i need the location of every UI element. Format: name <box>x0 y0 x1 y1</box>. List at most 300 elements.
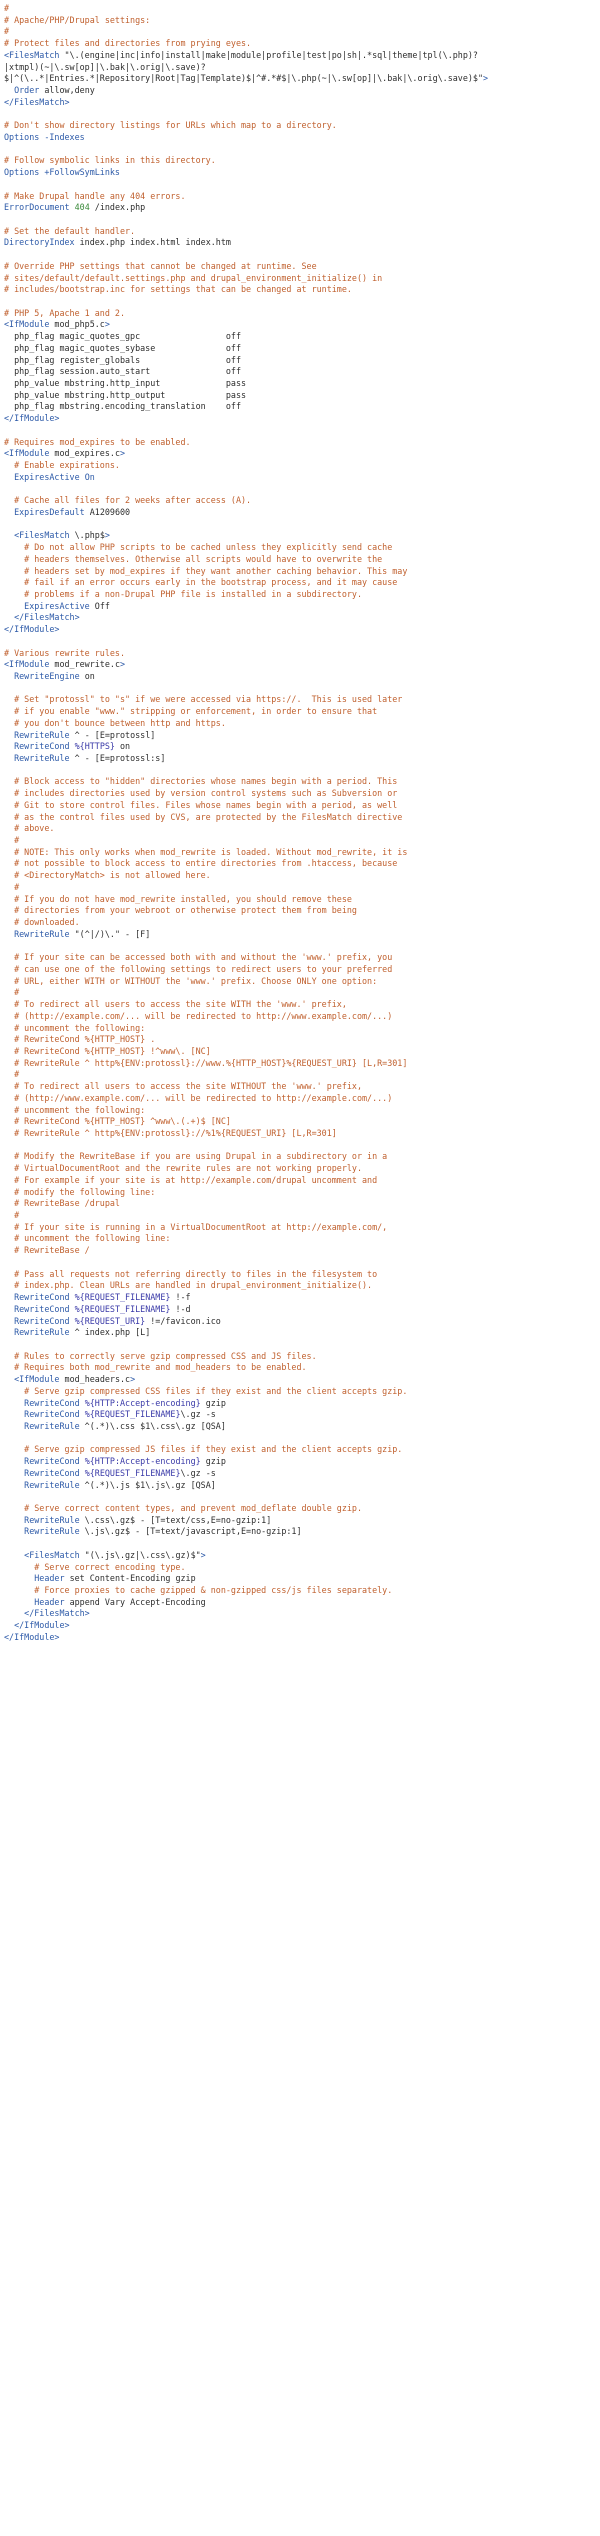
code-text: mod_expires.c <box>49 448 120 459</box>
comment-text: # Requires mod_expires to be enabled. <box>4 436 191 447</box>
comment-text: # headers set by mod_expires if they want another caching behavior. This may <box>4 565 408 576</box>
code-line <box>4 132 596 144</box>
code-line <box>4 97 596 109</box>
directive-keyword: ExpiresDefault <box>14 506 85 517</box>
directive-keyword: Header <box>34 1596 65 1607</box>
code-line <box>4 226 596 238</box>
code-text <box>4 1398 24 1408</box>
comment-text: # Cache all files for 2 weeks after access (A). <box>4 495 252 506</box>
code-line <box>4 624 596 636</box>
directive-keyword: ErrorDocument <box>4 202 70 213</box>
code-line <box>4 1245 596 1257</box>
comment-text: # headers themselves. Otherwise all scripts would have to overwrite the <box>4 553 383 564</box>
code-line <box>4 952 596 964</box>
comment-text: # Set "protossl" to "s" if we were accessed via https://. This is used later <box>4 694 403 705</box>
code-line <box>4 202 596 214</box>
directive-keyword: RewriteRule <box>14 729 70 740</box>
directive-keyword: RewriteRule <box>24 1526 80 1537</box>
code-line <box>4 1327 596 1339</box>
code-text: php_flag magic_quotes_gpc off <box>4 331 241 342</box>
directive-keyword: </FilesMatch> <box>14 612 80 623</box>
comment-text: # uncomment the following line: <box>4 1233 171 1244</box>
directive-keyword: > <box>104 530 110 541</box>
comment-text: # Serve correct content types, and prevent mod_deflate double gzip. <box>4 1503 362 1513</box>
comment-text: # can use one of the following settings to redirect users to your preferred <box>4 963 393 974</box>
code-line <box>4 683 596 695</box>
code-text <box>4 1374 14 1384</box>
comment-text: # Requires both mod_rewrite and mod_headers to be enabled. <box>4 1362 307 1373</box>
code-text: ^ index.php [L] <box>69 1327 151 1338</box>
comment-text: # RewriteCond %{HTTP_HOST} ^www\.(.+)$ [NC] <box>4 1116 231 1127</box>
code-line <box>4 1257 596 1269</box>
code-line <box>4 1163 596 1175</box>
code-text <box>4 1515 24 1525</box>
code-text: ^ - [E=protossl] <box>69 729 156 740</box>
code-line <box>4 191 596 203</box>
comment-text: # NOTE: This only works when mod_rewrite is loaded. Without mod_rewrite, it is <box>4 846 408 857</box>
code-line <box>4 671 596 683</box>
directive-keyword: <IfModule <box>14 1374 60 1385</box>
directive-keyword: > <box>119 659 126 670</box>
code-line <box>4 1304 596 1316</box>
variable-name: %{REQUEST_URI} <box>74 1315 146 1326</box>
directive-keyword: RewriteCond <box>24 1467 80 1478</box>
directive-keyword: RewriteRule <box>24 1420 80 1431</box>
code-line <box>4 1093 596 1105</box>
code-line <box>4 167 596 179</box>
code-text: gzip <box>200 1456 226 1467</box>
directive-keyword: <IfModule <box>4 448 50 459</box>
directive-keyword: </FilesMatch> <box>24 1608 90 1619</box>
code-line <box>4 1116 596 1128</box>
directive-keyword: ExpiresActive <box>14 471 80 482</box>
comment-text: # Do not allow PHP scripts to be cached unless they explicitly send cache <box>4 542 393 553</box>
code-line <box>4 1562 596 1574</box>
comment-text: # Pass all requests not referring directly to files in the filesystem to <box>4 1268 378 1279</box>
code-line <box>4 776 596 788</box>
directive-keyword: DirectoryIndex <box>4 237 75 248</box>
code-line <box>4 1409 596 1421</box>
code-text <box>4 1327 14 1337</box>
comment-text: # Apache/PHP/Drupal settings: <box>4 14 151 25</box>
directive-keyword: RewriteCond <box>24 1456 80 1467</box>
comment-text: # (http://example.com/... will be redirected to http://www.example.com/...) <box>4 1010 393 1021</box>
code-line <box>4 144 596 156</box>
comment-text: # uncomment the following: <box>4 1022 146 1033</box>
code-line <box>4 62 596 74</box>
comment-text: # RewriteRule ^ http%{ENV:protossl}://%1%{REQUEST_URI} [L,R=301] <box>4 1128 337 1138</box>
code-line <box>4 284 596 296</box>
code-line <box>4 823 596 835</box>
directive-keyword: </FilesMatch> <box>4 96 70 107</box>
directive-keyword: </IfModule> <box>14 1620 70 1631</box>
code-text: ^ - [E=protossl:s] <box>69 753 166 763</box>
code-line <box>4 1187 596 1199</box>
code-text: mod_php5.c <box>49 319 105 330</box>
code-line <box>4 425 596 437</box>
code-line <box>4 472 596 484</box>
code-line <box>4 870 596 882</box>
comment-text: # Various rewrite rules. <box>4 647 126 658</box>
code-text <box>4 530 14 540</box>
directive-keyword: RewriteEngine <box>14 670 80 681</box>
code-line <box>4 355 596 367</box>
code-line <box>4 3 596 15</box>
code-line <box>4 1339 596 1351</box>
code-text: index.php index.html index.htm <box>74 237 231 248</box>
comment-text: # RewriteCond %{HTTP_HOST} . <box>4 1034 156 1045</box>
code-text: A1209600 <box>84 506 131 517</box>
comment-text: # <box>4 881 20 892</box>
code-line <box>4 1046 596 1058</box>
code-line <box>4 1034 596 1046</box>
comment-text: # not possible to block access to entire directories from .htaccess, because <box>4 858 398 869</box>
code-line <box>4 15 596 27</box>
code-text <box>4 1456 24 1466</box>
code-text: !-f <box>170 1292 191 1303</box>
code-line <box>4 1151 596 1163</box>
directive-keyword: RewriteCond <box>24 1397 80 1408</box>
code-line <box>4 566 596 578</box>
code-line <box>4 1210 596 1222</box>
code-line <box>4 1597 596 1609</box>
code-text: allow,deny <box>39 85 95 96</box>
comment-text: # If your site can be accessed both with and without the 'www.' prefix, you <box>4 952 393 963</box>
code-line <box>4 1573 596 1585</box>
code-line <box>4 73 596 85</box>
code-line <box>4 847 596 859</box>
code-line <box>4 519 596 531</box>
code-line <box>4 413 596 425</box>
code-line <box>4 612 596 624</box>
code-line <box>4 38 596 50</box>
code-text: on <box>79 670 95 681</box>
code-line <box>4 460 596 472</box>
code-line <box>4 917 596 929</box>
comment-text: # Make Drupal handle any 404 errors. <box>4 190 186 201</box>
code-text <box>4 1316 14 1326</box>
number-value: 404 <box>74 202 90 213</box>
code-line <box>4 1233 596 1245</box>
code-text <box>4 601 24 611</box>
directive-keyword: </IfModule> <box>4 413 60 424</box>
directive-keyword: </IfModule> <box>4 1631 60 1642</box>
code-line <box>4 1316 596 1328</box>
code-text: php_flag magic_quotes_sybase off <box>4 342 241 353</box>
code-line <box>4 1620 596 1632</box>
code-text <box>4 1608 24 1618</box>
code-text: |xtmpl)(~|\.sw[op]|\.bak|\.orig|\.save)? <box>4 61 206 72</box>
code-line <box>4 1362 596 1374</box>
directive-keyword: RewriteCond <box>14 741 70 752</box>
code-line <box>4 1351 596 1363</box>
code-text: \.gz -s <box>180 1467 216 1478</box>
code-text: php_flag session.auto_start off <box>4 366 241 377</box>
comment-text: # Block access to "hidden" directories whose names begin with a period. This <box>4 776 398 787</box>
code-line <box>4 1386 596 1398</box>
code-line <box>4 554 596 566</box>
code-line <box>4 941 596 953</box>
comment-text: # <box>4 1210 20 1221</box>
code-line <box>4 261 596 273</box>
code-text <box>4 472 14 482</box>
code-line <box>4 120 596 132</box>
code-text: !-d <box>170 1303 191 1314</box>
code-text: $|^(\..*|Entries.*|Repository|Root|Tag|Template)$|^#.*#$|\.php(~|\.sw[op]|\.bak|\.orig\.save)$" <box>4 73 484 84</box>
code-text: gzip <box>200 1397 226 1408</box>
code-text <box>4 1526 24 1536</box>
code-text <box>4 730 14 740</box>
code-text <box>4 1597 34 1607</box>
code-line <box>4 1269 596 1281</box>
code-line <box>4 706 596 718</box>
code-text <box>4 507 14 517</box>
comment-text: # Rules to correctly serve gzip compressed CSS and JS files. <box>4 1350 317 1361</box>
code-line <box>4 273 596 285</box>
directive-keyword: RewriteRule <box>24 1514 80 1525</box>
directive-value: +FollowSymLinks <box>44 167 120 178</box>
code-line <box>4 1198 596 1210</box>
code-line <box>4 636 596 648</box>
comment-text: # includes directories used by version control systems such as Subversion or <box>4 788 398 799</box>
code-line <box>4 507 596 519</box>
code-text: mod_headers.c <box>59 1374 131 1385</box>
directive-value: -Indexes <box>44 131 85 142</box>
code-text: \.gz -s <box>180 1409 216 1420</box>
code-line <box>4 1515 596 1527</box>
directive-keyword: Options <box>4 167 40 178</box>
comment-text: # problems if a non-Drupal PHP file is installed in a subdirectory. <box>4 588 362 599</box>
code-line <box>4 987 596 999</box>
code-line <box>4 390 596 402</box>
code-line <box>4 1503 596 1515</box>
code-text: ^(.*)\.js $1\.js\.gz [QSA] <box>79 1479 216 1490</box>
code-line <box>4 741 596 753</box>
code-text <box>4 1573 34 1583</box>
code-line <box>4 1280 596 1292</box>
code-line <box>4 1491 596 1503</box>
directive-keyword: Options <box>4 131 40 142</box>
comment-text: # <box>4 987 20 998</box>
code-line <box>4 694 596 706</box>
code-line <box>4 929 596 941</box>
code-text: "(^|/)\." - [F] <box>69 928 151 939</box>
code-line <box>4 249 596 261</box>
variable-name: %{REQUEST_FILENAME} <box>84 1467 181 1478</box>
code-text: php_value mbstring.http_input pass <box>4 378 247 388</box>
code-text <box>4 1304 14 1314</box>
comment-text: # PHP 5, Apache 1 and 2. <box>4 307 126 318</box>
directive-keyword: > <box>483 73 489 84</box>
code-text: \.php$ <box>69 530 105 541</box>
directive-keyword: Order <box>14 85 40 96</box>
code-line <box>4 753 596 765</box>
code-line <box>4 26 596 38</box>
code-line <box>4 1222 596 1234</box>
code-text: append Vary Accept-Encoding <box>64 1596 206 1607</box>
comment-text: # directories from your webroot or otherwise protect them from being <box>4 905 357 916</box>
code-line <box>4 1175 596 1187</box>
code-text: php_flag register_globals off <box>4 354 241 365</box>
directive-keyword: <IfModule <box>4 319 50 330</box>
code-line <box>4 800 596 812</box>
code-text: on <box>114 741 131 752</box>
code-line <box>4 1081 596 1093</box>
code-line <box>4 1632 596 1644</box>
code-line <box>4 894 596 906</box>
code-line <box>4 483 596 495</box>
directive-keyword: RewriteCond <box>14 1315 70 1326</box>
comment-text: # downloaded. <box>4 917 80 928</box>
variable-name: %{HTTP:Accept-encoding} <box>84 1456 201 1467</box>
comment-text: # VirtualDocumentRoot and the rewrite rules are not working properly. <box>4 1163 362 1174</box>
code-line <box>4 1456 596 1468</box>
comment-text: # uncomment the following: <box>4 1104 146 1115</box>
comment-text: # RewriteBase / <box>4 1245 90 1256</box>
code-line <box>4 1468 596 1480</box>
code-text: \.css\.gz$ - [T=text/css,E=no-gzip:1] <box>79 1514 272 1525</box>
comment-text: # modify the following line: <box>4 1186 156 1197</box>
comment-text: # RewriteRule ^ http%{ENV:protossl}://www.%{HTTP_HOST}%{REQUEST_URI} [L,R=301] <box>4 1057 408 1068</box>
code-line <box>4 237 596 249</box>
comment-text: # Git to store control files. Files whose names begin with a period, as well <box>4 799 398 810</box>
code-line <box>4 437 596 449</box>
comment-text: # Serve gzip compressed CSS files if they exist and the client accepts gzip. <box>4 1385 408 1396</box>
code-text <box>4 1292 14 1302</box>
code-line <box>4 976 596 988</box>
comment-text: # fail if an error occurs early in the bootstrap process, and it may cause <box>4 577 398 588</box>
code-line <box>4 1480 596 1492</box>
code-line <box>4 1526 596 1538</box>
code-text: mod_rewrite.c <box>49 659 120 670</box>
comment-text: # if you enable "www." stripping or enforcement, in order to ensure that <box>4 706 378 717</box>
directive-keyword: RewriteRule <box>24 1479 80 1490</box>
comment-text: # If you do not have mod_rewrite installed, you should remove these <box>4 893 352 904</box>
code-line <box>4 601 596 613</box>
code-line <box>4 964 596 976</box>
directive-keyword: RewriteRule <box>14 1327 70 1338</box>
code-line <box>4 1608 596 1620</box>
code-line <box>4 589 596 601</box>
code-text <box>4 1550 24 1560</box>
code-line <box>4 495 596 507</box>
comment-text: # If your site is running in a VirtualDocumentRoot at http://example.com/, <box>4 1221 388 1232</box>
code-line <box>4 214 596 226</box>
code-text: "(\.js\.gz|\.css\.gz)$" <box>79 1549 201 1560</box>
variable-name: %{REQUEST_FILENAME} <box>84 1409 181 1420</box>
comment-text: # (http://www.example.com/... will be redirected to http://example.com/...) <box>4 1092 393 1103</box>
code-line <box>4 530 596 542</box>
code-line <box>4 1538 596 1550</box>
code-line <box>4 1585 596 1597</box>
comment-text: # URL, either WITH or WITHOUT the 'www.' prefix. Choose ONLY one option: <box>4 975 378 986</box>
comment-text: # <box>4 835 20 846</box>
code-text <box>4 671 14 681</box>
comment-text: # index.php. Clean URLs are handled in drupal_environment_initialize(). <box>4 1280 373 1291</box>
code-text <box>4 85 14 95</box>
comment-text: # To redirect all users to access the site WITHOUT the 'www.' prefix, <box>4 1081 362 1092</box>
code-line <box>4 1023 596 1035</box>
code-text <box>4 1409 24 1419</box>
comment-text: # Serve correct encoding type. <box>4 1561 186 1572</box>
code-line <box>4 296 596 308</box>
code-line <box>4 378 596 390</box>
comment-text: # RewriteCond %{HTTP_HOST} !^www\. [NC] <box>4 1045 211 1056</box>
comment-text: # To redirect all users to access the site WITH the 'www.' prefix, <box>4 999 347 1010</box>
code-text <box>4 1620 14 1630</box>
code-line <box>4 542 596 554</box>
code-text: php_value mbstring.http_output pass <box>4 389 247 400</box>
code-line <box>4 85 596 97</box>
variable-name: %{REQUEST_FILENAME} <box>74 1292 171 1303</box>
directive-keyword: RewriteCond <box>14 1292 70 1303</box>
code-line <box>4 835 596 847</box>
variable-name: %{HTTPS} <box>74 741 115 752</box>
comment-text: # Follow symbolic links in this directory. <box>4 155 216 166</box>
code-text <box>4 1480 24 1490</box>
code-text <box>4 612 14 622</box>
code-line <box>4 1292 596 1304</box>
code-line <box>4 1069 596 1081</box>
code-line <box>4 858 596 870</box>
comment-text: # as the control files used by CVS, are protected by the FilesMatch directive <box>4 811 403 822</box>
directive-keyword: <FilesMatch <box>4 49 60 60</box>
comment-text: # <box>4 26 10 37</box>
code-line <box>4 577 596 589</box>
directive-keyword: ExpiresActive <box>24 600 90 611</box>
code-text <box>4 741 14 751</box>
code-text <box>4 753 14 763</box>
code-line <box>4 1011 596 1023</box>
directive-keyword: RewriteRule <box>14 753 70 763</box>
code-line <box>4 179 596 191</box>
directive-keyword: Header <box>34 1573 65 1584</box>
comment-text: # Set the default handler. <box>4 225 136 236</box>
variable-name: %{REQUEST_FILENAME} <box>74 1303 171 1314</box>
comment-text: # Don't show directory listings for URLs which map to a directory. <box>4 120 337 131</box>
code-line <box>4 718 596 730</box>
code-text: Off <box>89 600 110 611</box>
code-line <box>4 905 596 917</box>
code-line <box>4 155 596 167</box>
code-line <box>4 1550 596 1562</box>
comment-text: # <box>4 1069 20 1080</box>
code-line <box>4 1105 596 1117</box>
code-text: set Content-Encoding gzip <box>64 1573 196 1584</box>
code-line <box>4 788 596 800</box>
code-text: \.js\.gz$ - [T=text/javascript,E=no-gzip:1] <box>79 1526 302 1537</box>
code-line <box>4 882 596 894</box>
code-line <box>4 1128 596 1140</box>
code-line <box>4 999 596 1011</box>
directive-keyword: > <box>104 319 110 330</box>
comment-text: # sites/default/default.settings.php and drupal_environment_initialize() in <box>4 272 383 283</box>
code-line <box>4 343 596 355</box>
comment-text: # <DirectoryMatch> is not allowed here. <box>4 870 211 881</box>
comment-text: # Protect files and directories from prying eyes. <box>4 38 252 49</box>
comment-text: # <box>4 3 10 13</box>
variable-name: %{HTTP:Accept-encoding} <box>84 1397 201 1408</box>
directive-keyword: RewriteCond <box>14 1303 70 1314</box>
code-text: !=/favicon.ico <box>145 1315 221 1326</box>
comment-text: # you don't bounce between http and https. <box>4 717 226 728</box>
comment-text: # Serve gzip compressed JS files if they exist and the client accepts gzip. <box>4 1444 403 1455</box>
code-line <box>4 1058 596 1070</box>
code-line <box>4 50 596 62</box>
comment-text: # Override PHP settings that cannot be changed at runtime. See <box>4 260 317 271</box>
code-text: ^(.*)\.css $1\.css\.gz [QSA] <box>79 1420 226 1431</box>
code-line <box>4 366 596 378</box>
